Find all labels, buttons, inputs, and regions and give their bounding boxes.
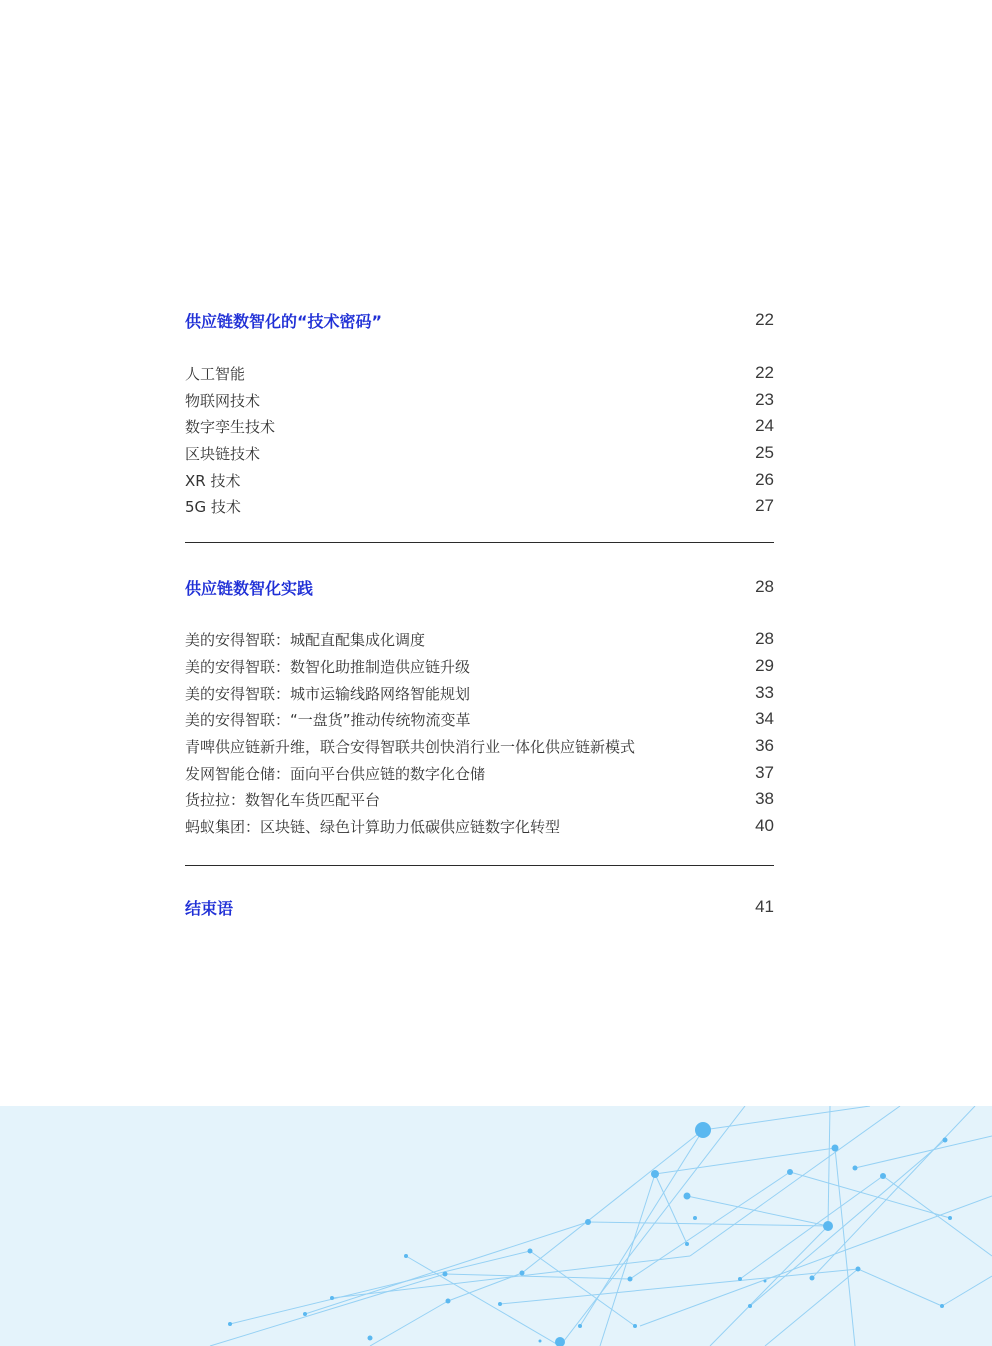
toc-heading-label: 结束语 [185, 898, 234, 918]
toc-heading-label: 供应链数智化的“技术密码” [185, 311, 383, 331]
toc-heading[interactable] [185, 575, 774, 599]
toc-item[interactable] [185, 361, 774, 385]
toc-item[interactable] [185, 414, 774, 438]
toc-item[interactable] [185, 388, 774, 412]
toc-heading[interactable] [185, 895, 774, 919]
toc-item-label: 区块链技术 [185, 444, 261, 463]
toc-item[interactable] [185, 494, 774, 518]
toc-item[interactable] [185, 468, 774, 492]
toc-item-page: 40 [755, 816, 774, 835]
toc-item-label: 货拉拉：数智化车货匹配平台 [185, 790, 381, 809]
toc-item-label: 5G 技术 [185, 497, 241, 516]
toc-item-label: 美的安得智联：城配直配集成化调度 [185, 630, 426, 649]
toc-item[interactable] [185, 707, 774, 731]
toc-heading-page: 41 [755, 897, 774, 916]
toc-item-page: 26 [755, 470, 774, 489]
toc-heading-page: 28 [755, 577, 774, 596]
toc-item[interactable] [185, 681, 774, 705]
section-divider [185, 865, 774, 866]
toc-item-label: 美的安得智联：“一盘货”推动传统物流变革 [185, 710, 471, 729]
network-icon [0, 1106, 992, 1346]
toc-item-label: 青啤供应链新升维，联合安得智联共创快消行业一体化供应链新模式 [185, 737, 636, 756]
toc-item[interactable] [185, 441, 774, 465]
toc-item[interactable] [185, 787, 774, 811]
toc-item-page: 37 [755, 763, 774, 782]
toc-item-page: 27 [755, 496, 774, 515]
toc-item-label: 美的安得智联：数智化助推制造供应链升级 [185, 657, 471, 676]
toc-item-page: 22 [755, 363, 774, 382]
toc-item-label: 美的安得智联：城市运输线路网络智能规划 [185, 684, 471, 703]
toc-item[interactable] [185, 627, 774, 651]
toc-heading-label: 供应链数智化实践 [185, 578, 314, 598]
toc-item-label: 数字孪生技术 [185, 417, 276, 436]
toc-item-page: 25 [755, 443, 774, 462]
toc-item-page: 24 [755, 416, 774, 435]
section-divider [185, 542, 774, 543]
toc-item-page: 36 [755, 736, 774, 755]
toc-item-label: 物联网技术 [185, 391, 261, 410]
footer-network-graphic [0, 1106, 992, 1346]
toc-item-label: XR 技术 [185, 471, 241, 490]
toc-item-page: 33 [755, 683, 774, 702]
toc-heading-page: 22 [755, 310, 774, 329]
toc-item[interactable] [185, 654, 774, 678]
toc-item[interactable] [185, 761, 774, 785]
toc-item[interactable] [185, 734, 774, 758]
toc-item-label: 发网智能仓储：面向平台供应链的数字化仓储 [185, 764, 486, 783]
toc-item-page: 23 [755, 390, 774, 409]
toc-item-page: 34 [755, 709, 774, 728]
toc-item-label: 蚂蚁集团：区块链、绿色计算助力低碳供应链数字化转型 [185, 817, 561, 836]
toc-item-page: 38 [755, 789, 774, 808]
toc-item[interactable] [185, 814, 774, 838]
toc-item-page: 29 [755, 656, 774, 675]
toc-item-page: 28 [755, 629, 774, 648]
toc-heading[interactable] [185, 308, 774, 332]
toc-item-label: 人工智能 [185, 364, 246, 383]
